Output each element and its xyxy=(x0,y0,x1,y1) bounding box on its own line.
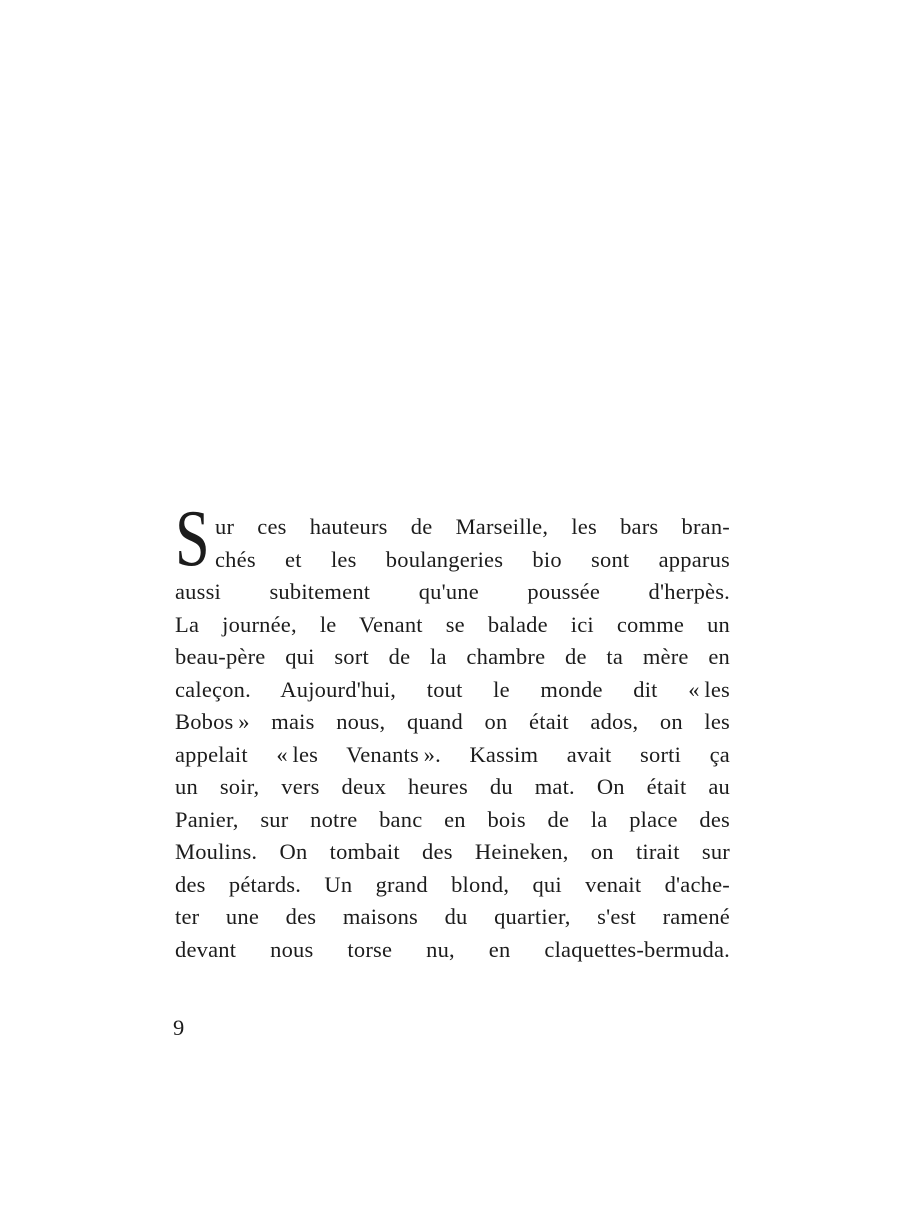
text-line: chés et les boulangeries bio sont apparus xyxy=(215,546,730,572)
text-line: devant nous torse nu, en claquettes-bermuda. xyxy=(175,936,730,962)
text-line: Moulins. On tombait des Heineken, on tirait sur xyxy=(175,839,730,864)
text-line: ur ces hauteurs de Marseille, les bars bran- xyxy=(215,514,730,539)
paragraph-block xyxy=(175,495,730,966)
text-line: caleçon. Aujourd'hui, tout le monde dit « les xyxy=(175,676,730,702)
text-line: appelait « les Venants ». Kassim avait sorti ça xyxy=(175,741,730,767)
page-number: 9 xyxy=(173,1015,185,1040)
text-line: aussi subitement qu'une poussée d'herpès. xyxy=(175,579,730,604)
drop-cap: S xyxy=(175,495,210,583)
text-line: beau-père qui sort de la chambre de ta mère en xyxy=(175,644,730,669)
text-line: des pétards. Un grand blond, qui venait d'ache- xyxy=(175,871,730,897)
text-line: La journée, le Venant se balade ici comme un xyxy=(175,611,730,637)
text-line: ter une des maisons du quartier, s'est ramené xyxy=(175,904,730,929)
text-line: un soir, vers deux heures du mat. On était au xyxy=(175,774,730,799)
text-line: Bobos » mais nous, quand on était ados, on les xyxy=(175,709,730,734)
text-line: Panier, sur notre banc en bois de la place des xyxy=(175,806,730,832)
